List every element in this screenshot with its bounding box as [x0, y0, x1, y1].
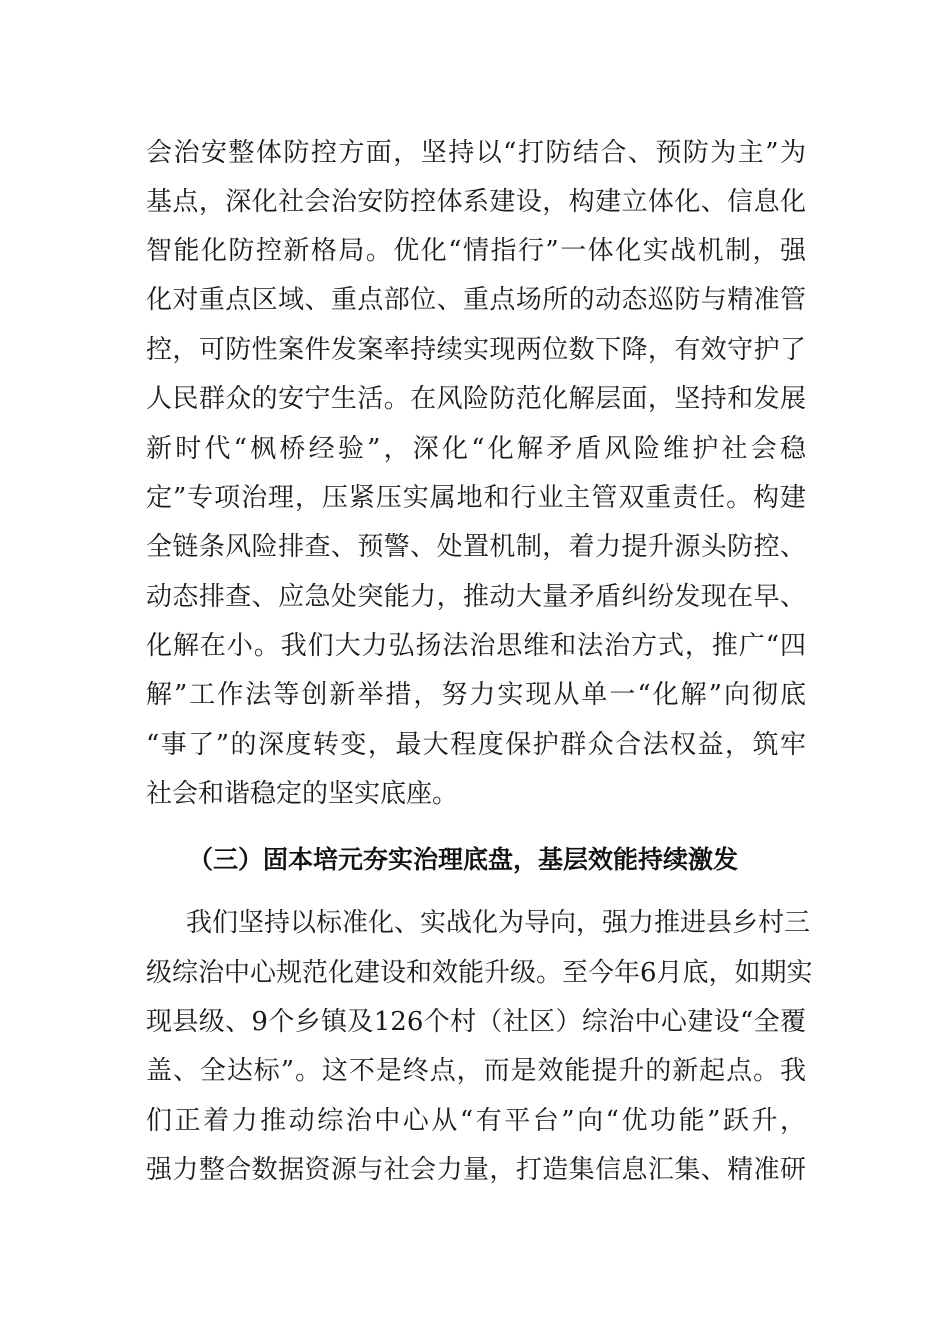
text-line: 动态排查、应急处突能力，推动大量矛盾纠纷发现在早、 [146, 582, 806, 612]
text-line: 会治安整体防控方面，坚持以“打防结合、预防为主”为 [146, 138, 806, 168]
text-line: 全链条风险排查、预警、处置机制，着力提升源头防控、 [146, 532, 806, 562]
text-line: 化对重点区域、重点部位、重点场所的动态巡防与精准管 [146, 285, 806, 315]
text-line: 智能化防控新格局。优化“情指行”一体化实战机制，强 [146, 236, 806, 266]
text-line: 定”专项治理，压紧压实属地和行业主管双重责任。构建 [146, 483, 806, 513]
text-line: 我们坚持以标准化、实战化为导向，强力推进县乡村三 [186, 908, 811, 938]
text-line: 控，可防性案件发案率持续实现两位数下降，有效守护了 [146, 335, 806, 365]
text-line: 现县级、9个乡镇及126个村（社区）综治中心建设“全覆 [146, 1007, 806, 1037]
text-line: 解”工作法等创新举措，努力实现从单一“化解”向彻底 [146, 680, 806, 710]
text-line: 们正着力推动综治中心从“有平台”向“优功能”跃升， [146, 1106, 806, 1136]
text-line: 强力整合数据资源与社会力量，打造集信息汇集、精准研 [146, 1155, 806, 1185]
text-line: 级综治中心规范化建设和效能升级。至今年6月底，如期实 [146, 958, 813, 988]
text-line: “事了”的深度转变，最大程度保护群众合法权益，筑牢 [146, 730, 806, 760]
text-line: 社会和谐稳定的坚实底座。 [146, 779, 459, 809]
text-line: 盖、全达标”。这不是终点，而是效能提升的新起点。我 [146, 1056, 806, 1086]
text-line: 新时代“枫桥经验”，深化“化解矛盾风险维护社会稳 [146, 434, 806, 464]
text-line: 化解在小。我们大力弘扬法治思维和法治方式，推广“四 [146, 631, 806, 661]
section-heading: （三）固本培元夯实治理底盘，基层效能持续激发 [188, 845, 739, 874]
text-line: 基点，深化社会治安防控体系建设，构建立体化、信息化 [146, 187, 806, 217]
text-line: 人民群众的安宁生活。在风险防范化解层面，坚持和发展 [146, 384, 806, 414]
